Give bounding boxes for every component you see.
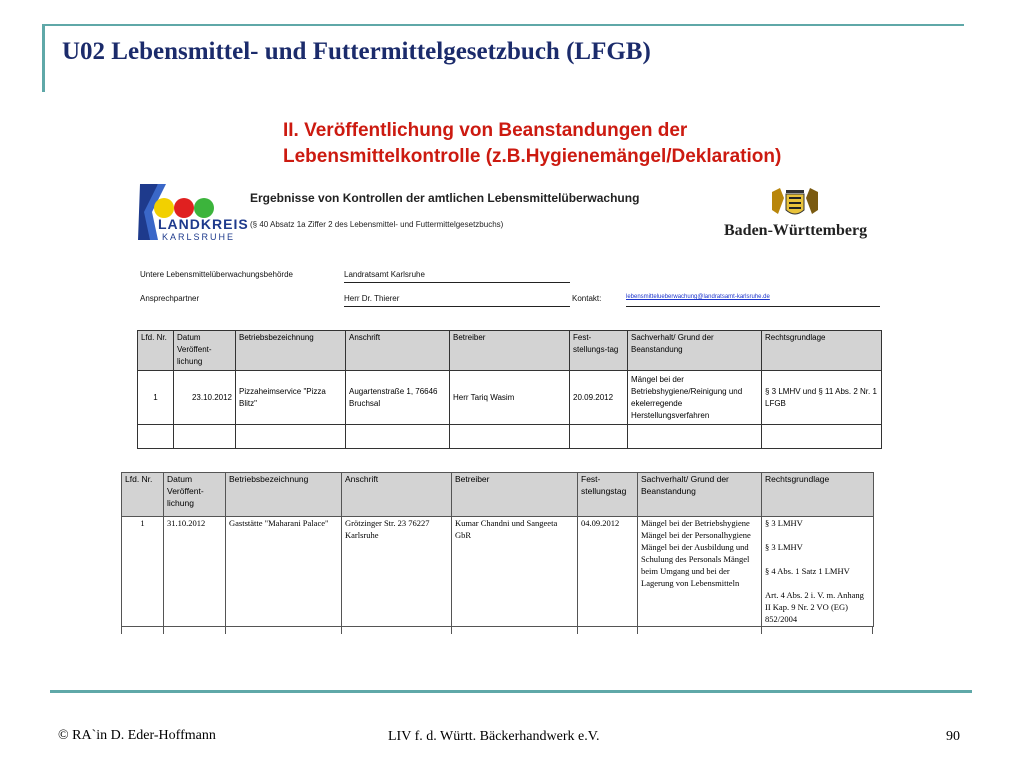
table2-cell-sachverhalt: Mängel bei der Betriebshygiene Mängel bei der Personalhygiene Mängel bei der Ausbildung und Schulung des Personals Mängel beim Umgang und bei der Lagerung von Lebensmitteln <box>638 517 762 627</box>
authority-value: Landratsamt Karlsruhe <box>344 270 570 283</box>
table-row <box>122 517 874 627</box>
table2-header-cell: Sachverhalt/ Grund der Beanstandung <box>638 473 762 517</box>
table1-header-row <box>138 331 882 371</box>
inspection-table-1 <box>137 330 882 449</box>
slide-subtitle <box>283 118 781 170</box>
contact-person-value: Herr Dr. Thierer <box>344 294 570 307</box>
table2-header-cell: Betriebsbezeichnung <box>226 473 342 517</box>
table2-header-cell: Anschrift <box>342 473 452 517</box>
table1-cell: Herr Tariq Wasim <box>450 371 570 425</box>
bottom-rule <box>50 690 972 693</box>
table2-cell-tag: 04.09.2012 <box>578 517 638 627</box>
recht-line: § 3 LMHV <box>765 542 803 552</box>
slide-title: U02 Lebensmittel- und Futtermittelgesetzbuch (LFGB) <box>62 38 651 65</box>
table-row <box>138 371 882 425</box>
table2-header-cell: Fest-stellungstag <box>578 473 638 517</box>
logo-dot-green <box>194 198 214 218</box>
logo-dot-yellow <box>154 198 174 218</box>
report-title: Ergebnisse von Kontrollen der amtlichen Lebensmittelüberwachung <box>250 191 640 205</box>
kontakt-label: Kontakt: <box>572 294 602 303</box>
table1-cell: 23.10.2012 <box>174 371 236 425</box>
inspection-table-2 <box>121 472 874 627</box>
page-number: 90 <box>946 729 960 744</box>
table1-header-cell: Betreiber <box>450 331 570 371</box>
recht-line: § 3 LMHV <box>765 518 803 528</box>
table1-cell: § 3 LMHV und § 11 Abs. 2 Nr. 1 LFGB <box>762 371 882 425</box>
top-rule <box>44 24 964 26</box>
table2-cell-anschrift: Grötzinger Str. 23 76227 Karlsruhe <box>342 517 452 627</box>
table1-cell: Pizzaheimservice "Pizza Blitz" <box>236 371 346 425</box>
table1-cell: 1 <box>138 371 174 425</box>
table1-header-cell: Sachverhalt/ Grund der Beanstandung <box>628 331 762 371</box>
authority-label: Untere Lebensmittelüberwachungsbehörde <box>140 270 293 279</box>
table1-header-cell: Fest-stellungs-tag <box>570 331 628 371</box>
table1-cell: 20.09.2012 <box>570 371 628 425</box>
table2-cell-betreiber: Kumar Chandni und Sangeeta GbR <box>452 517 578 627</box>
table2-cell-nr: 1 <box>122 517 164 627</box>
table2-header-row <box>122 473 874 517</box>
table-row-empty <box>138 425 882 449</box>
state-crest-icon <box>766 184 824 222</box>
table2-header-cell: Rechtsgrundlage <box>762 473 874 517</box>
recht-line: § 4 Abs. 1 Satz 1 LMHV <box>765 566 850 576</box>
report-subtitle: (§ 40 Absatz 1a Ziffer 2 des Lebensmittel- und Futtermittelgesetzbuchs) <box>250 220 504 229</box>
table1-cell: Mängel bei der Betriebshygiene/Reinigung und ekelerregende Herstellungsverfahren <box>628 371 762 425</box>
subtitle-line-1: II. Veröffentlichung von Beanstandungen der <box>283 120 688 141</box>
table1-cell: Augartenstraße 1, 76646 Bruchsal <box>346 371 450 425</box>
table1-header-cell: Anschrift <box>346 331 450 371</box>
table2-header-cell: Datum Veröffent-lichung <box>164 473 226 517</box>
landkreis-logo <box>136 182 249 248</box>
table2-cell-recht <box>762 517 874 627</box>
table2-cell-datum: 31.10.2012 <box>164 517 226 627</box>
table1-header-cell: Rechtsgrundlage <box>762 331 882 371</box>
footer-organization: LIV f. d. Württ. Bäckerhandwerk e.V. <box>388 729 600 744</box>
recht-line: Art. 4 Abs. 2 i. V. m. Anhang II Kap. 9 Nr. 2 VO (EG) 852/2004 <box>765 590 864 624</box>
logo-dot-red <box>174 198 194 218</box>
logo-subtext: KARLSRUHE <box>162 232 236 242</box>
table1-header-cell: Datum Veröffent-lichung <box>174 331 236 371</box>
table2-header-cell: Lfd. Nr. <box>122 473 164 517</box>
table1-header-cell: Lfd. Nr. <box>138 331 174 371</box>
table1-header-cell: Betriebsbezeichnung <box>236 331 346 371</box>
table2-continuation <box>121 626 873 634</box>
subtitle-line-2: Lebensmittelkontrolle (z.B.Hygienemängel/Deklaration) <box>283 146 782 167</box>
contact-person-label: Ansprechpartner <box>140 294 200 303</box>
kontakt-email-link[interactable]: lebensmittelueberwachung@landratsamt-karlsruhe.de <box>626 294 880 307</box>
left-rule <box>42 24 45 92</box>
table2-header-cell: Betreiber <box>452 473 578 517</box>
table2-cell-betrieb: Gaststätte "Maharani Palace" <box>226 517 342 627</box>
logo-text: LANDKREIS <box>158 216 249 232</box>
footer-author: © RA`in D. Eder-Hoffmann <box>58 728 216 743</box>
state-name: Baden-Württemberg <box>724 222 868 239</box>
